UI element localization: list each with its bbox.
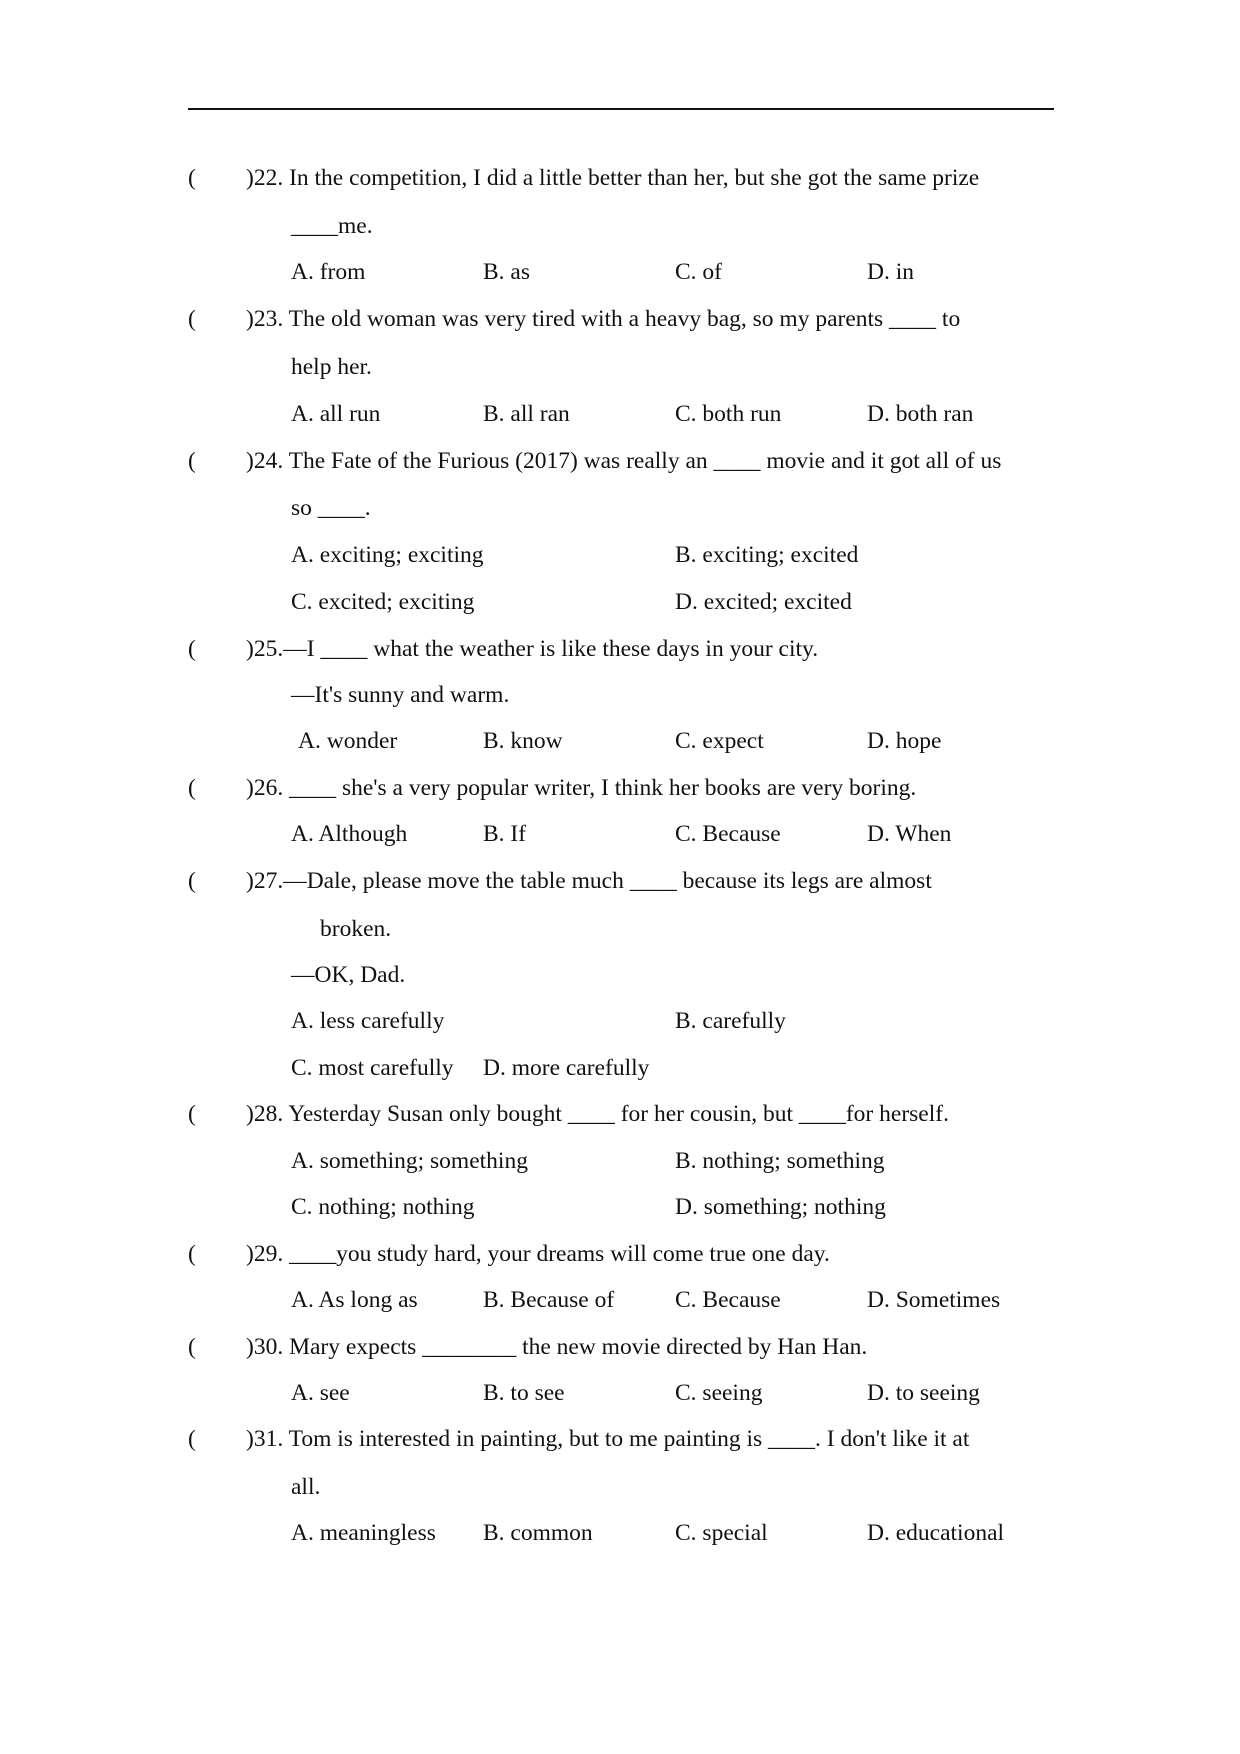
answer-paren: ( (188, 306, 196, 332)
answer-paren: ( (188, 165, 196, 191)
option-d: D. in (867, 259, 914, 285)
option-b: B. nothing; something (675, 1148, 885, 1174)
option-a: A. from (291, 259, 366, 285)
question-stem: )30. Mary expects ________ the new movie directed by Han Han. (246, 1334, 868, 1360)
option-d: D. educational (867, 1520, 1005, 1546)
question-stem: )31. Tom is interested in painting, but to me painting is ____. I don't like it at (246, 1426, 970, 1452)
option-d: D. to seeing (867, 1380, 980, 1406)
question-stem-cont: broken. (320, 916, 392, 942)
option-a: A. Although (291, 821, 408, 847)
question-stem: )27.—Dale, please move the table much ____ because its legs are almost (246, 868, 932, 894)
question-stem-cont: help her. (291, 354, 372, 380)
option-a: A. something; something (291, 1148, 528, 1174)
question-stem: )24. The Fate of the Furious (2017) was really an ____ movie and it got all of us (246, 448, 1002, 474)
option-a: A. As long as (291, 1287, 418, 1313)
option-c: C. most carefully (291, 1055, 454, 1081)
option-b: B. all ran (483, 401, 570, 427)
option-c: C. seeing (675, 1380, 763, 1406)
question-stem-cont: so ____. (291, 495, 371, 521)
answer-paren: ( (188, 448, 196, 474)
question-stem-cont: —It's sunny and warm. (291, 682, 510, 708)
question-stem: )28. Yesterday Susan only bought ____ for her cousin, but ____for herself. (246, 1101, 949, 1127)
option-b: B. carefully (675, 1008, 786, 1034)
option-d: D. When (867, 821, 952, 847)
question-stem: )25.—I ____ what the weather is like these days in your city. (246, 636, 819, 662)
option-c: C. Because (675, 821, 781, 847)
question-stem: )22. In the competition, I did a little better than her, but she got the same prize (246, 165, 980, 191)
option-b: B. know (483, 728, 563, 754)
header-rule (188, 108, 1054, 110)
option-d: D. hope (867, 728, 942, 754)
option-a: A. less carefully (291, 1008, 445, 1034)
option-a: A. exciting; exciting (291, 542, 484, 568)
option-c: C. nothing; nothing (291, 1194, 475, 1220)
question-stem-cont: ____me. (291, 213, 373, 239)
option-b: B. If (483, 821, 527, 847)
option-c: C. of (675, 259, 722, 285)
option-c: C. special (675, 1520, 768, 1546)
answer-paren: ( (188, 775, 196, 801)
answer-paren: ( (188, 868, 196, 894)
option-c: C. excited; exciting (291, 589, 475, 615)
option-b: B. exciting; excited (675, 542, 859, 568)
option-b: B. Because of (483, 1287, 615, 1313)
answer-paren: ( (188, 1334, 196, 1360)
answer-paren: ( (188, 1426, 196, 1452)
question-stem: )29. ____you study hard, your dreams will come true one day. (246, 1241, 830, 1267)
option-d: D. excited; excited (675, 589, 852, 615)
option-a: A. see (291, 1380, 350, 1406)
option-d: D. both ran (867, 401, 974, 427)
option-c: C. expect (675, 728, 764, 754)
option-a: A. wonder (298, 728, 398, 754)
option-b: B. to see (483, 1380, 565, 1406)
option-b: B. as (483, 259, 530, 285)
option-c: C. Because (675, 1287, 781, 1313)
question-stem: )26. ____ she's a very popular writer, I think her books are very boring. (246, 775, 917, 801)
answer-paren: ( (188, 1101, 196, 1127)
answer-paren: ( (188, 636, 196, 662)
option-d: D. more carefully (483, 1055, 650, 1081)
option-a: A. meaningless (291, 1520, 436, 1546)
answer-paren: ( (188, 1241, 196, 1267)
option-d: D. something; nothing (675, 1194, 886, 1220)
question-stem-cont: all. (291, 1474, 321, 1500)
option-b: B. common (483, 1520, 593, 1546)
option-a: A. all run (291, 401, 381, 427)
option-d: D. Sometimes (867, 1287, 1001, 1313)
option-c: C. both run (675, 401, 782, 427)
question-stem: )23. The old woman was very tired with a heavy bag, so my parents ____ to (246, 306, 961, 332)
question-reply: —OK, Dad. (291, 962, 406, 988)
